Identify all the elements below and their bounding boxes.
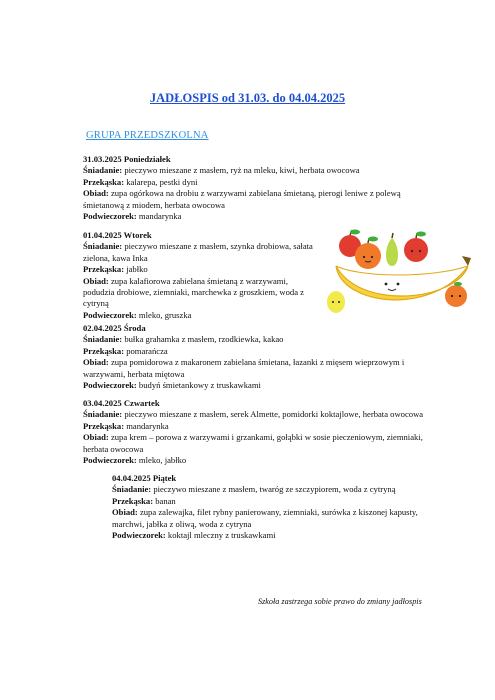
menu-line-lunch: Obiad: zupa zalewajka, filet rybny panierowany, ziemniaki, surówka z kiszonej kapusty, marchwi, jabłka z oliwą, woda z cytryna — [112, 507, 418, 529]
day-block-friday — [112, 473, 432, 541]
menu-line-lunch: Obiad: zupa kalafiorowa zabielana śmietaną z warzywami, podudzia drobiowe, ziemniaki, marchewka z groszkiem, woda z cytryną — [83, 275, 304, 309]
day-block-thursday — [83, 398, 438, 466]
menu-line-lunch: Obiad: zupa krem – porowa z warzywami i grzankami, gołąbki w sosie pieczeniowym, ziemniaki, herbata owocowa — [83, 432, 423, 454]
day-header: 02.04.2025 Środa — [83, 323, 146, 333]
menu-line-snack: Przekąska: pomarańcza — [83, 345, 168, 356]
day-header: 31.03.2025 Poniedziałek — [83, 154, 171, 164]
menu-line-breakfast: Śniadanie: pieczywo mieszane z masłem, ryż na mleku, kiwi, herbata owocowa — [83, 165, 360, 176]
day-block-tuesday — [83, 230, 313, 321]
menu-line-breakfast: Śniadanie: pieczywo mieszane z masłem, serek Almette, pomidorki koktajlowe, herbata owocowa — [83, 409, 424, 420]
menu-line-snack: Przekąska: kalarepa, pestki dyni — [83, 176, 198, 187]
menu-line-afternoon-snack: Podwieczorek: mleko, gruszka — [83, 309, 192, 320]
menu-line-breakfast: Śniadanie: pieczywo mieszane z masłem, twaróg ze szczypiorem, woda z cytryną — [112, 484, 396, 495]
menu-line-lunch: Obiad: zupa ogórkowa na drobiu z warzywami zabielana śmietaną, pierogi leniwe z polewą śmietanową z miodem, herbata owocowa — [83, 188, 401, 210]
fruit-bowl-icon — [322, 226, 472, 318]
menu-line-breakfast: Śniadanie: pieczywo mieszane z masłem, szynka drobiowa, sałata zielona, kawa Inka — [83, 241, 313, 263]
menu-line-afternoon-snack: Podwieczorek: budyń śmietankowy z truskawkami — [83, 380, 261, 391]
day-header: 04.04.2025 Piątek — [112, 473, 177, 483]
day-block-monday — [83, 154, 423, 222]
menu-line-afternoon-snack: Podwieczorek: mandarynka — [83, 211, 182, 222]
menu-line-afternoon-snack: Podwieczorek: mleko, jabłko — [83, 455, 187, 466]
disclaimer-note: Szkoła zastrzega sobie prawo do zmiany jadłospis — [258, 597, 422, 606]
menu-line-breakfast: Śniadanie: bułka grahamka z masłem, rzodkiewka, kakao — [83, 334, 284, 345]
day-block-wednesday — [83, 323, 433, 391]
menu-line-afternoon-snack: Podwieczorek: koktajl mleczny z truskawkami — [112, 530, 276, 541]
menu-line-snack: Przekąska: jabłko — [83, 264, 148, 275]
menu-line-snack: Przekąska: banan — [112, 495, 176, 506]
day-header: 03.04.2025 Czwartek — [83, 398, 160, 408]
menu-line-snack: Przekąska: mandarynka — [83, 420, 169, 431]
page-title: JADŁOSPIS od 31.03. do 04.04.2025 — [149, 91, 346, 105]
menu-line-lunch: Obiad: zupa pomidorowa z makaronem zabielana śmietana, łazanki z mięsem wieprzowym i warzywami, herbata miętowa — [83, 357, 405, 379]
group-heading: GRUPA PRZEDSZKOLNA — [86, 130, 209, 141]
day-header: 01.04.2025 Wtorek — [83, 230, 152, 240]
